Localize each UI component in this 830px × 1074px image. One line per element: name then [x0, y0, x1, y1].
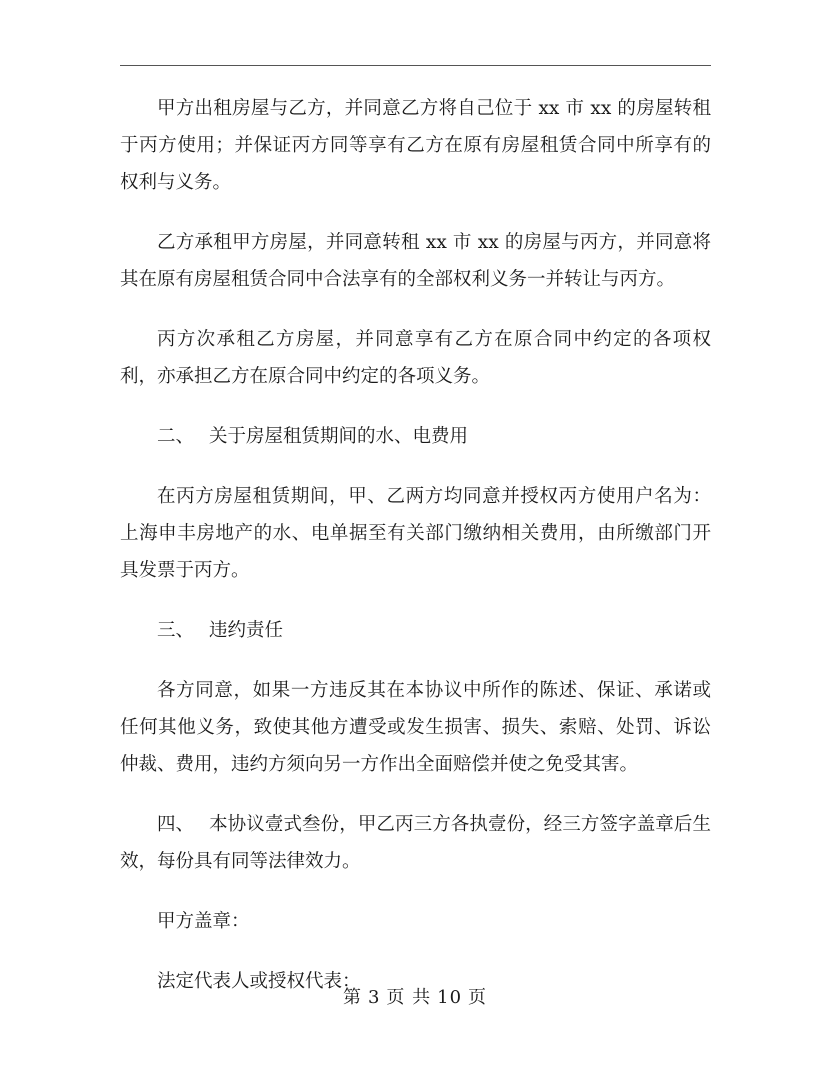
- section-2-title: 关于房屋租赁期间的水、电费用: [209, 426, 469, 447]
- page-footer: [0, 984, 830, 1012]
- section-3-title: 违约责任: [209, 620, 284, 641]
- footer-current-page: 3: [367, 987, 381, 1008]
- paragraph-party-c: 丙方次承租乙方房屋，并同意享有乙方在原合同中约定的各项权利，亦承担乙方在原合同中约定的各项义务。: [120, 329, 711, 387]
- section-2-heading: [120, 418, 711, 455]
- header-divider: [120, 65, 711, 66]
- section-3-number: 三、: [157, 620, 195, 641]
- representative-label: 法定代表人或授权代表：: [157, 971, 361, 992]
- party-a-seal-label: 甲方盖章：: [157, 911, 250, 932]
- footer-suffix: 页: [468, 987, 488, 1008]
- footer-total-pages: 10: [437, 987, 463, 1008]
- section-2-number: 二、: [157, 426, 195, 447]
- section-3-body: 各方同意，如果一方违反其在本协议中所作的陈述、保证、承诺或任何其他义务，致使其他方遭受或发生损害、损失、索赔、处罚、诉讼仲裁、费用，违约方须向另一方作出全面赔偿并使之免受其害。: [120, 680, 711, 775]
- section-2-body: 在丙方房屋租赁期间，甲、乙两方均同意并授权丙方使用户名为：上海申丰房地产的水、电单据至有关部门缴纳相关费用，由所缴部门开具发票于丙方。: [120, 486, 711, 581]
- footer-prefix: 第: [342, 987, 362, 1008]
- section-4-body: 本协议壹式叁份，甲乙丙三方各执壹份，经三方签字盖章后生效，每份具有同等法律效力。: [120, 814, 711, 872]
- document-body: [120, 90, 711, 1023]
- paragraph-party-a: 甲方出租房屋与乙方，并同意乙方将自己位于 xx 市 xx 的房屋转租于丙方使用；并保证丙方同等享有乙方在原有房屋租赁合同中所享有的权利与义务。: [120, 98, 711, 193]
- section-4-number: 四、: [157, 814, 195, 835]
- footer-middle: 页 共: [386, 987, 432, 1008]
- section-3-heading: [120, 612, 711, 649]
- paragraph-party-b: 乙方承租甲方房屋，并同意转租 xx 市 xx 的房屋与丙方，并同意将其在原有房屋租赁合同中合法享有的全部权利义务一并转让与丙方。: [120, 232, 711, 290]
- section-4-paragraph: [120, 806, 711, 880]
